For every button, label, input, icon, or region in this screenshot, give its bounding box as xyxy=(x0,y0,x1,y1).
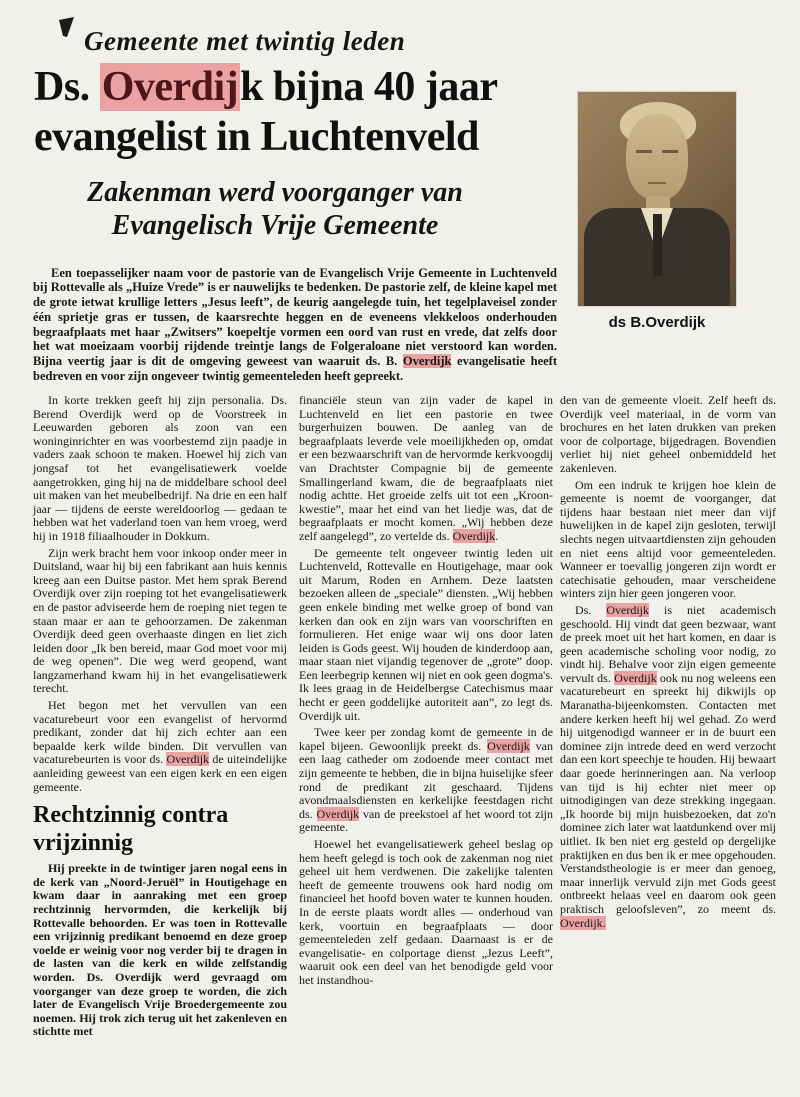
text-segment: . xyxy=(495,528,499,543)
lead-paragraph xyxy=(33,266,557,384)
text-segment: De gemeente telt ongeveer twintig leden uit Luchtenveld, Rottevalle en Houtigehage, maar ook uit Marum, Roden en Arnhem. Deze laatsten bezoeken alleen de „speciale” diensten. „Wij hebben geen enkele binding met welke groep of bond van kerken dan ook en zijn wars van voorschriften en formulieren. Het enige waar wij ons door laten leiden is Gods geest. Wij houden de kinderdoop aan, maar staan niet vijandig tegenover de „grote” doop. Een leerbegrip kennen wij niet en ook geen dogma's. Ik lees graag in de Heidelbergse Catechismus maar hecht er geen goddelijke autoriteit aan”, zo legt ds. Overdijk uit. xyxy=(299,545,553,723)
text-segment: van een laag catheder om zodoende meer contact met zijn gemeente te hebben, die in bijna huiselijke sfeer rond de predikant zit geschaard. Tijdens avondmaalsdiensten en kerkelijke feestdagen richt ds. xyxy=(299,738,554,821)
highlighted-name: Overdij xyxy=(101,64,239,110)
text-segment: In korte trekken geeft hij zijn personalia. Ds. Berend Overdijk werd op de Voorstreek in Leeuwarden geboren als zoon van een woninginrichter en was voorbestemd zijn paadje in vaders zaak schoon te maken. Hoewel hij zich van jongsaf tot het evangelisatiewerk voelde aangetrokken, ging hij na de middelbare school deel uit maken van het meubelbedrijf. Na drie en een half jaar — tijdens de eerste wereldoorlog — gedaan te hebben wat het vaderland toen van hem vroeg, werd hij in 1918 filiaalhouder in Dokkum. xyxy=(33,393,287,543)
article-paragraph xyxy=(299,394,553,544)
article-paragraph xyxy=(560,394,776,476)
portrait-photo xyxy=(578,92,736,306)
text-segment: Ds. xyxy=(575,602,607,617)
text-segment: Ds. xyxy=(34,64,100,110)
scan-artifact-mark-icon xyxy=(58,16,76,38)
highlighted-name: Overdijk xyxy=(316,806,360,821)
text-segment: Twee keer per zondag komt de gemeente in de kapel bijeen. Gewoonlijk preekt ds. xyxy=(299,725,553,753)
highlighted-name: Overdijk. xyxy=(560,915,606,930)
article-paragraph xyxy=(299,547,553,724)
photo-left-eye xyxy=(636,150,652,153)
text-segment: ook nu nog weleens een vacaturebeurt en spreekt hij dikwijls op Maranatha-bijeenkomsten. Contacten met andere kerken heeft hij wel gehad. Zo werd hij uitgenodigd wanneer er in de buurt een dominee zijn intrede deed en werd verzocht dan een kort speechje te houden. Hij bewaart daar goede herinneringen aan. Na verloop van tijd is hij echter niet meer op uitnodigingen van deze strekking ingegaan. „Ik hoorde bij mijn huisbezoeken, dat zo'n dominee zich later wat laatdunkend over mij uitliet. Ik ben niet erg gesteld op dergelijke praktijken en dus ben ik er mee opgehouden. Verstandstheologie is er meer dan genoeg, maar innerlijk vervuld zijn met Gods geest ontbreekt helaas veel en daarom ook geen praktisch geloofsleven”, zo meent ds. xyxy=(560,670,776,916)
article-paragraph xyxy=(33,547,287,697)
sub-headline xyxy=(50,176,500,242)
highlighted-name: Overdijk xyxy=(452,528,496,543)
text-segment: de uiteindelijke aanleiding geweest van een eigen kerk en een eigen gemeente. xyxy=(33,752,287,794)
photo-right-eye xyxy=(662,150,678,153)
article-paragraph xyxy=(560,604,776,930)
text-segment: is niet academisch geschoold. Hij vindt dat geen bezwaar, want de preek moet uit het hart komen, en daar is geen academische scholing voor nodig, zo vindt hij. Behalve voor zijn eigen gemeente vervult ds. xyxy=(560,602,776,685)
photo-mouth xyxy=(648,182,666,184)
headline-line-2: evangelist in Luchtenveld xyxy=(34,114,479,160)
article-column-2 xyxy=(299,394,553,991)
photo-caption: ds B.Overdijk xyxy=(608,314,706,331)
text-segment: k bijna 40 jaar xyxy=(240,64,498,110)
article-paragraph xyxy=(299,838,553,988)
text-segment: financiële steun van zijn vader de kapel in Luchtenveld en liet een pastorie en twee burgerhuizen bouwen. De aanleg van de begraafplaats leverde vele moeilijkheden op, omdat er een bezwaarschrift van de hervormde kerkvoogdij van Drachtster Compagnie bij de gemeente Smallingerland kwam, die de begraafplaats niet nodig achtte. Het groeide zelfs uit tot een „Kroon-kwestie”, maar het eind van het liedje was, dat de begraafplaats er mocht komen. „Wij hebben deze zelf aangelegd”, zo vertelde ds. xyxy=(299,393,553,543)
article-paragraph xyxy=(33,699,287,794)
text-segment: Het begon met het vervullen van een vacaturebeurt voor een evangelist of hervormd predikant, zonder dat hij zich echter aan een bepaalde kerk wilde binden. Dit vervullen van vacaturebeurten is voor ds. xyxy=(33,698,287,767)
article-paragraph xyxy=(299,726,553,835)
text-segment: van de preekstoel af het woord tot zijn gemeente. xyxy=(299,806,553,835)
article-paragraph xyxy=(33,862,287,1039)
text-segment: Rechtzinnig contra vrijzinnig xyxy=(33,802,229,857)
text-segment: evangelisatie heeft bedreven en voor zijn ongeveer twintig gemeenteleden heeft gepreekt. xyxy=(33,354,557,384)
subhead-line-2: Evangelisch Vrije Gemeente xyxy=(111,210,439,241)
kicker-headline: Gemeente met twintig leden xyxy=(84,26,406,56)
text-segment: Een toepasselijker naam voor de pastorie van de Evangelisch Vrije Gemeente in Luchtenveld bij Rottevalle als „Huize Vrede” is er nauwelijks te bedenken. De pastorie zelf, de kleine kapel met de grote ietwat krullige letters „Jesus leeft”, de keurig aangelegde tuin, het tegelplaveisel zonder één sprietje gras er tussen, de kaarsrechte heggen en de eveneens vlekkeloos onderhouden begraafplaats met haar „Zwitsers” koepeltje vormen een oord van rust en vrede, dat zelfs door het wat moeizaam voorbij rijdende treintje langs de Folgeraloane niet verstoord kan worden. Bijna veertig jaar is dit de omgeving geweest van waaruit ds. B. xyxy=(33,265,557,369)
article-paragraph xyxy=(560,479,776,601)
highlighted-name: Overdijk xyxy=(166,752,210,767)
subhead-line-1: Zakenman werd voorganger van xyxy=(87,177,463,208)
text-segment: Om een indruk te krijgen hoe klein de gemeente is noemt de voorganger, dat tijdens haar bestaan niet meer dan vijf huwelijken in de kapel zijn gesloten, terwijl slechts negen uitvaartdiensten zijn gehouden en niet eens altijd voor gemeenteleden. Wanneer er toevallig jongeren zijn wordt er catechisatie gehouden, maar verscheidene winters zijn hier geen jongeren voor. xyxy=(560,477,776,601)
section-subheading xyxy=(33,801,287,857)
main-headline xyxy=(34,62,574,162)
article-column-1 xyxy=(33,394,287,1042)
headline-line-1 xyxy=(34,62,574,112)
highlighted-name: Overdijk xyxy=(606,602,649,617)
article-paragraph xyxy=(33,394,287,544)
highlighted-name: Overdijk xyxy=(402,354,452,369)
text-segment: den van de gemeente vloeit. Zelf heeft ds. Overdijk veel materiaal, in de vorm van brochures en het laten drukken van preken voor de colportage, bijgedragen. Bovendien verliet hij niet geheel onbemiddeld het zakenleven. xyxy=(560,393,776,475)
portrait-photo-block xyxy=(578,92,736,331)
highlighted-name: Overdijk xyxy=(487,738,530,753)
text-segment: Hoewel het evangelisatiewerk geheel beslag op hem heeft gelegd is toch ook de zakenman nog niet geheel uit hem verdwenen. Die zakelijke talenten heeft de gemeente trouwens ook hard nodig om financieel het hoofd boven water te kunnen houden. In de eerste plaats wordt alles — onderhoud van kerk, voortuin en begraafplaats — door gemeenteleden zelf gedaan. Daarnaast is er de evangelisatie- en colportage dienst „Jezus Leeft”, waaruit ook een deel van het benodigde geld voor het instandhou- xyxy=(299,837,553,987)
highlighted-name: Overdijk xyxy=(614,670,657,685)
article-column-3 xyxy=(560,394,776,933)
text-segment: Zijn werk bracht hem voor inkoop onder meer in Duitsland, waar hij bij een fabrikant aan huis kennis kreeg aan een Duitse pastor. Met hem sprak Berend Overdijk over zijn roeping tot het evangelisatiewerk en de pastor adviseerde hem de roeping niet tegen te staan maar er aan te gehoorzamen. De zakenman Overdijk deed geen overhaaste dingen en liet zich leiden door „Ik ben bereid, maar God moet voor mij de weg openen”. Die weg werd geopend, want langzamerhand kwam hij in het evangelisatiewerk terecht. xyxy=(33,545,287,696)
photo-tie xyxy=(653,214,662,276)
photo-face xyxy=(626,114,688,200)
text-segment: Hij preekte in de twintiger jaren nogal eens in de kerk van „Noord-Jeruël” in Houtigehage en kwam daar in aanraking met een groep rechtzinnig hervormden, die kerkelijk bij Rottevalle behoorden. Er was toen in Rottevalle een vrijzinnig predikant benoemd en deze groep voelde er weinig voor nog verder bij te dragen in de lasten van die kerk en wilde zelfstandig worden. Ds. Overdijk werd gevraagd om voorganger van deze groep te worden, die zich later de Evangelisch Vrije Broedergemeente zou noemen. Hij trok zich terug uit het zakenleven en stichtte met xyxy=(33,861,287,1039)
